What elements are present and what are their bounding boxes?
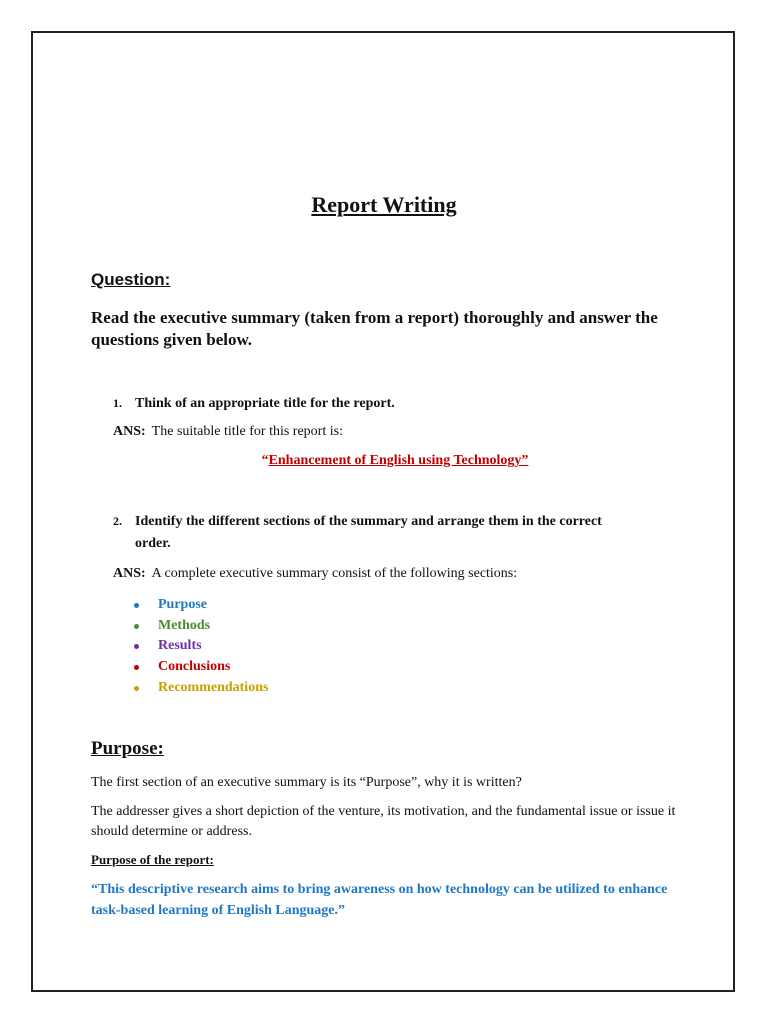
answer-2 <box>113 566 517 582</box>
question-2-line-1: Identify the different sections of the summary and arrange them in the correct <box>135 514 602 529</box>
question-1 <box>113 392 673 415</box>
purpose-quote: “This descriptive research aims to bring awareness on how technology can be utilized to enhance task-based learning of English Language.” <box>91 882 668 918</box>
section-label: Purpose <box>158 597 207 612</box>
list-item <box>134 657 268 678</box>
section-label: Conclusions <box>158 659 231 675</box>
answer-1 <box>113 424 343 440</box>
bullet-dot-icon <box>134 624 139 629</box>
document-title: Report Writing <box>311 192 457 217</box>
purpose-heading: Purpose: <box>91 738 164 759</box>
purpose-of-report-heading: Purpose of the report: <box>91 852 214 867</box>
bullet-dot-icon <box>134 603 139 608</box>
answer-1-label: ANS: <box>113 424 146 439</box>
suggested-title-open-quote: “ <box>261 453 269 468</box>
bullet-dot-icon <box>134 665 139 670</box>
sections-list <box>134 595 268 698</box>
list-item <box>134 678 268 699</box>
list-item <box>134 616 268 637</box>
question-heading: Question: <box>91 270 171 289</box>
question-2 <box>113 510 673 555</box>
question-2-line-2: order. <box>135 536 171 551</box>
answer-2-label: ANS: <box>113 566 146 581</box>
question-2-number: 2. <box>113 514 122 528</box>
bullet-dot-icon <box>134 686 139 691</box>
instruction-text: Read the executive summary (taken from a report) thoroughly and answer the questions given below. <box>91 308 658 349</box>
answer-2-text: A complete executive summary consist of the following sections: <box>151 566 518 581</box>
question-1-text: Think of an appropriate title for the report. <box>135 396 395 411</box>
list-item <box>134 595 268 616</box>
question-1-number: 1. <box>113 396 122 410</box>
purpose-paragraph-2: The addresser gives a short depiction of the venture, its motivation, and the fundamental issue or issue it should determine or address. <box>91 804 676 839</box>
section-label: Methods <box>158 617 211 633</box>
purpose-paragraph-1: The first section of an executive summary is its “Purpose”, why it is written? <box>91 775 522 790</box>
section-label: Recommendations <box>158 679 269 695</box>
suggested-title-text: Enhancement of English using Technology” <box>268 453 529 468</box>
suggested-report-title <box>0 453 768 469</box>
section-label: Results <box>158 638 202 654</box>
answer-1-text: The suitable title for this report is: <box>151 424 343 439</box>
bullet-dot-icon <box>134 644 139 649</box>
list-item <box>134 636 268 657</box>
